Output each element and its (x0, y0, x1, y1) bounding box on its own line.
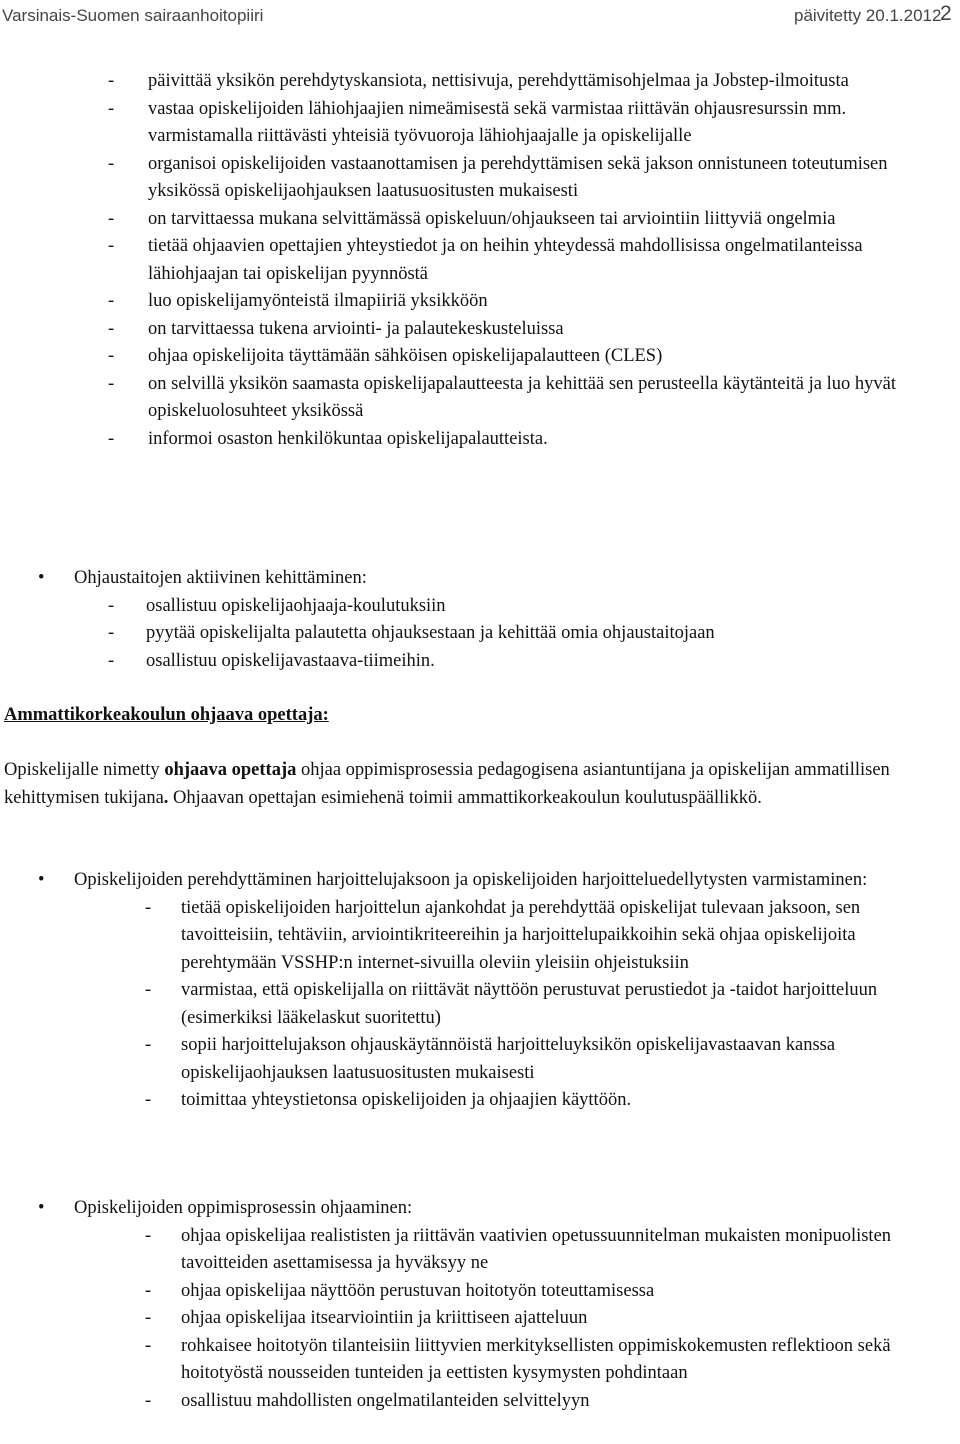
learning-process-section (0, 1195, 950, 1415)
list-item: - rohkaisee hoitotyön tilanteisiin liittyvien merkityksellisten oppimiskokemusten reflektioon sekä hoitotyöstä nousseiden tunteiden ja eettisten kysymysten pohdintaan (145, 1335, 891, 1383)
bullet-heading: • Opiskelijoiden perehdyttäminen harjoittelujaksoon ja opiskelijoiden harjoitteluedellytysten varmistaminen: (38, 870, 868, 890)
list-item: - varmistaa, että opiskelijalla on riittävät näyttöön perustuvat perustiedot ja -taidot harjoitteluun (esimerkiksi lääkelaskut suoritettu) (145, 980, 878, 1028)
page-number: 2 (940, 2, 952, 25)
list-item: - on selvillä yksikön saamasta opiskelijapalautteesta ja kehittää sen perusteella käytänteitä ja luo hyvät opiskeluolosuhteet yksikössä (108, 373, 896, 421)
bullet-heading: • Opiskelijoiden oppimisprosessin ohjaaminen: (38, 1198, 413, 1218)
list-item: - on tarvittaessa mukana selvittämässä opiskeluun/ohjaukseen tai arviointiin liittyviä ongelmia (108, 208, 836, 229)
list-item: - tietää ohjaavien opettajien yhteystiedot ja on heihin yhteydessä mahdollisissa ongelmatilanteissa lähiohjaajan tai opiskelijan pyynnöstä (108, 236, 863, 284)
list-item: - toimittaa yhteystietonsa opiskelijoiden ja ohjaajien käyttöön. (145, 1090, 632, 1110)
duties-list (108, 68, 950, 453)
orientation-section (0, 867, 950, 1115)
list-item: - ohjaa opiskelijaa itsearviointiin ja kriittiseen ajatteluun (145, 1308, 588, 1328)
list-item: - organisoi opiskelijoiden vastaanottamisen ja perehdyttämisen sekä jakson onnistuneen toteutumisen yksikössä opiskelijaohjauksen laatusuositusten mukaisesti (108, 153, 888, 201)
list-item: - pyytää opiskelijalta palautetta ohjauksestaan ja kehittää omia ohjaustaitojaan (108, 623, 715, 643)
list-item: - sopii harjoittelujakson ohjauskäytännöistä harjoitteluyksikön opiskelijavastaavan kanssa opiskelijaohjauksen laatusuositusten mukaisesti (145, 1035, 836, 1083)
list-item: - osallistuu opiskelijaohjaaja-koulutuksiin (108, 595, 446, 616)
list-item: - osallistuu opiskelijavastaava-tiimeihin. (108, 650, 435, 671)
section-heading: Ammattikorkeakoulun ohjaava opettaja: (4, 705, 329, 725)
list-item: - tietää opiskelijoiden harjoittelun ajankohdat ja perehdyttää opiskelijat tulevaan jaksoon, sen tavoitteisiin, tehtäviin, arviointikriteereihin ja harjoittelupaikkoihin sekä ohjaa opiskelijoita perehtymään VSSHP:n internet-sivuilla oleviin yleisiin ohjeistuksiin (145, 897, 861, 973)
list-item: - vastaa opiskelijoiden lähiohjaajien nimeämisestä sekä varmistaa riittävän ohjausresurssin mm. varmistamalla riittävästi yhteisiä työvuoroja lähiohjaajalle ja opiskelijalle (108, 98, 847, 146)
skills-development-section (0, 565, 950, 675)
list-item: - on tarvittaessa tukena arviointi- ja palautekeskusteluissa (108, 318, 564, 339)
page-header (0, 0, 960, 26)
bullet-heading: • Ohjaustaitojen aktiivinen kehittäminen: (38, 568, 367, 588)
list-item: - informoi osaston henkilökuntaa opiskelijapalautteista. (108, 428, 548, 449)
list-item: - ohjaa opiskelijaa näyttöön perustuvan hoitotyön toteuttamisessa (145, 1280, 655, 1301)
section-paragraph: Opiskelijalle nimetty ohjaava opettaja ohjaa oppimisprosessia pedagogisena asiantuntijana ja opiskelijan ammatillisen kehittymisen tukijana. Ohjaavan opettajan esimiehenä toimii ammattikorkeakoulun koulutuspäällikkö. (4, 760, 890, 808)
updated-date: päivitetty 20.1.2012 (794, 6, 942, 25)
list-item: - ohjaa opiskelijoita täyttämään sähköisen opiskelijapalautteen (CLES) (108, 346, 663, 366)
list-item: - osallistuu mahdollisten ongelmatilanteiden selvittelyyn (145, 1390, 590, 1411)
list-item: - päivittää yksikön perehdytyskansiota, nettisivuja, perehdyttämisohjelmaa ja Jobstep-ilmoitusta (108, 71, 849, 91)
list-item: - luo opiskelijamyönteistä ilmapiiriä yksikköön (108, 291, 488, 311)
list-item: - ohjaa opiskelijaa realististen ja riittävän vaativien opetussuunnitelman mukaisten monipuolisten tavoitteiden asettamisessa ja hyväksyy ne (145, 1225, 892, 1273)
organization-name: Varsinais-Suomen sairaanhoitopiiri (2, 6, 264, 25)
